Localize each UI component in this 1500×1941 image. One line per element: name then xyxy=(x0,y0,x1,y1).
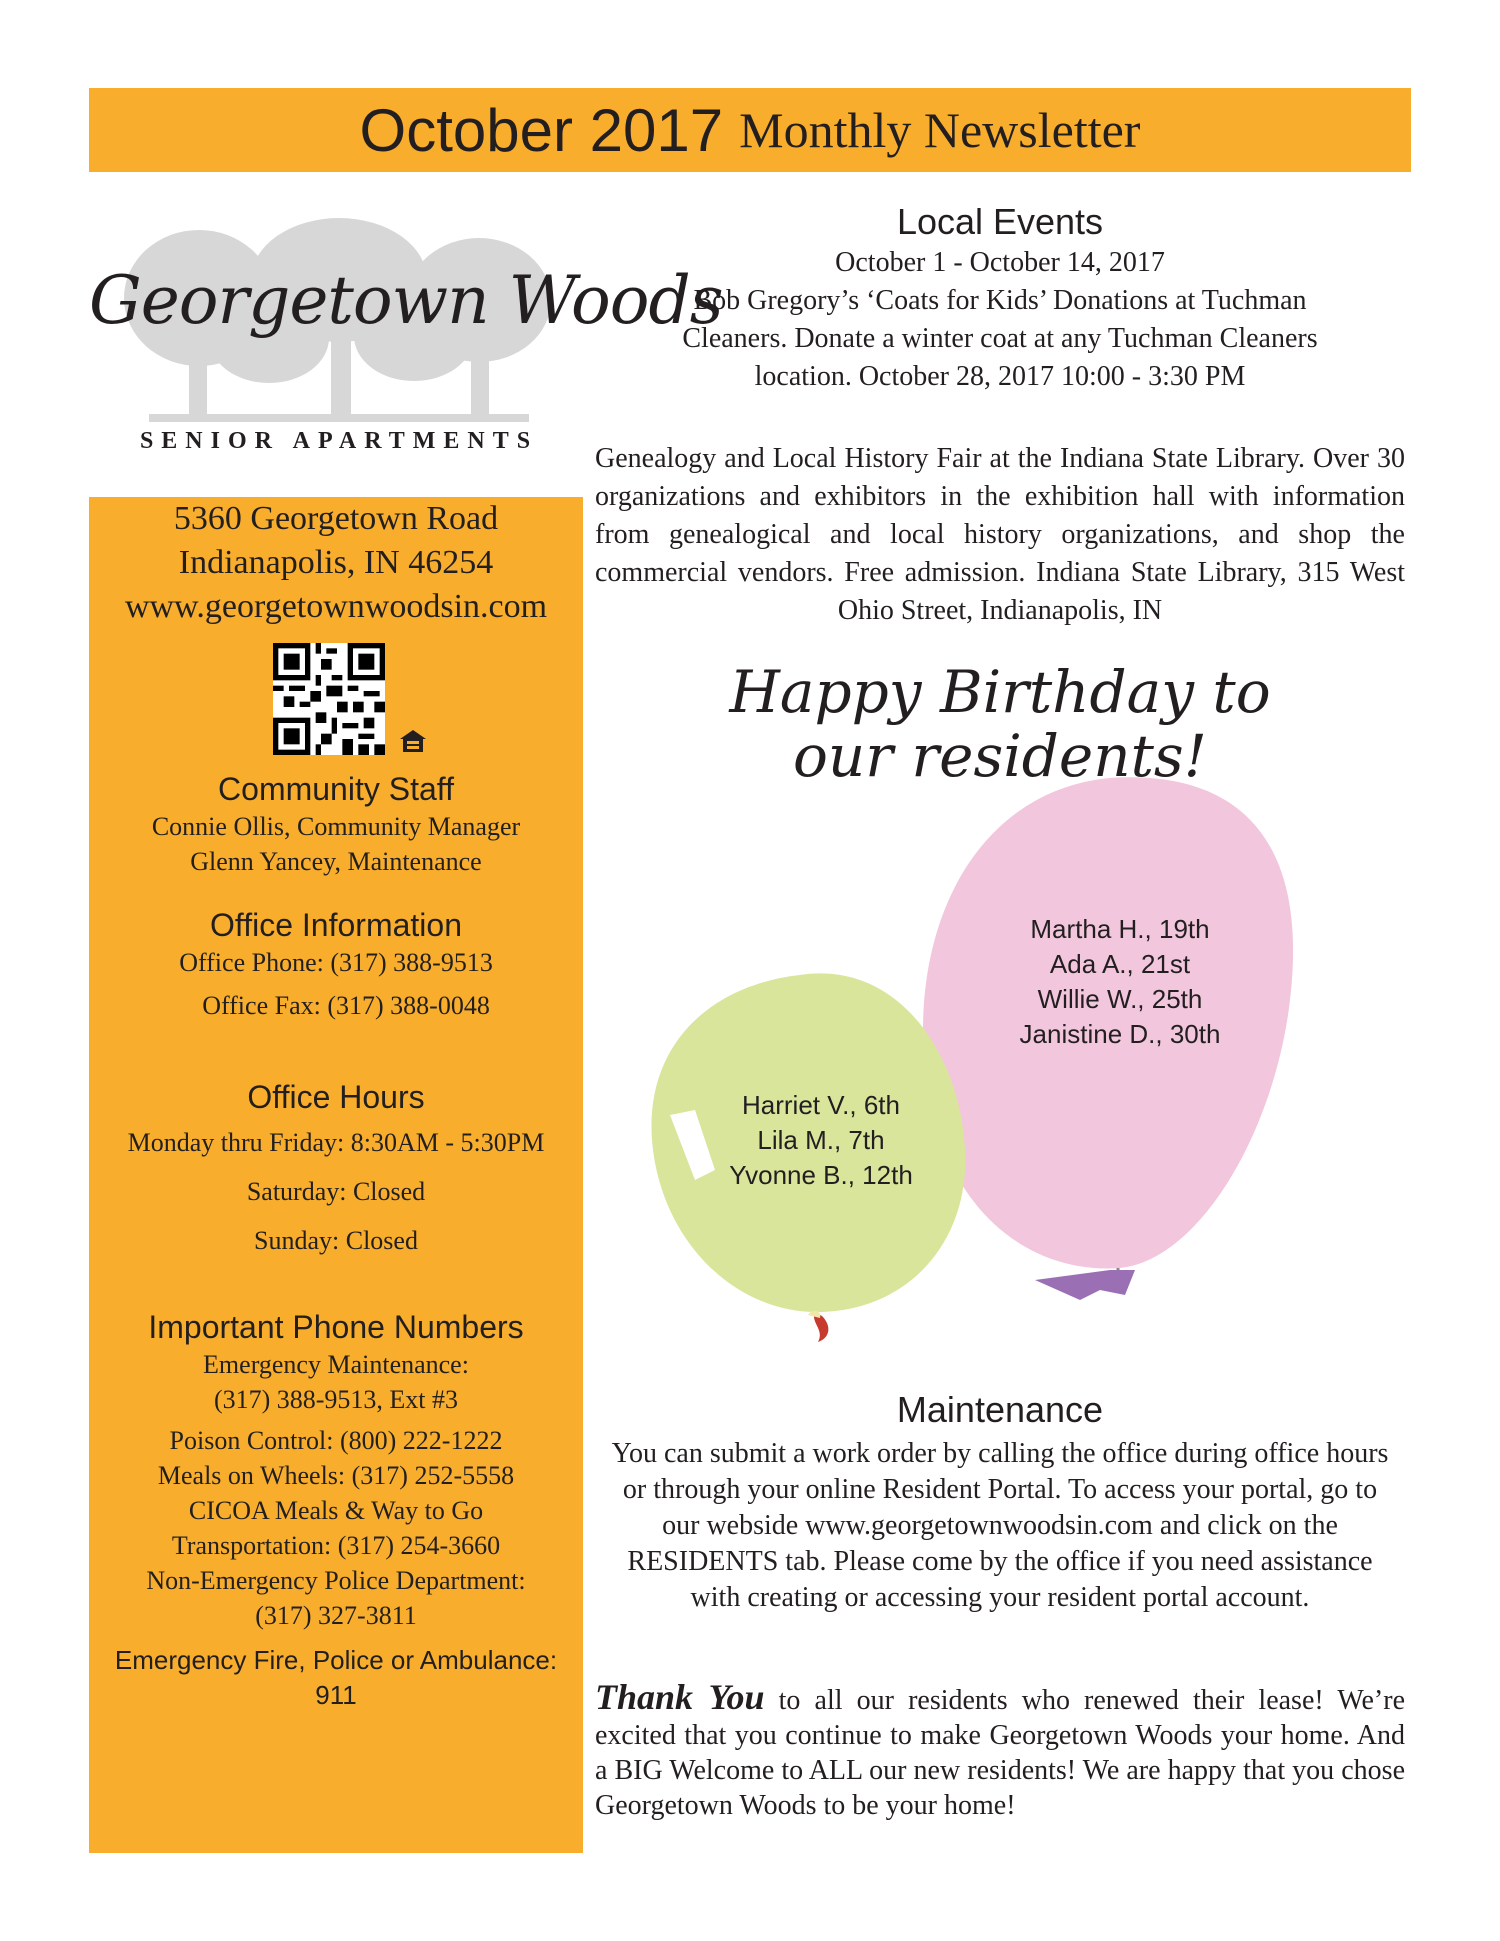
office-fax: Office Fax: (317) 388-0048 xyxy=(202,991,490,1020)
thank-you-body: to all our residents who renewed their lease! We’re excited that you continue to make Georgetown Woods your home. And a BIG Welcome to ALL our new residents! We are happy that you chose Georgetown Woods to be your home! xyxy=(595,1685,1406,1821)
event-line: location. October 28, 2017 10:00 - 3:30 PM xyxy=(754,361,1246,392)
green-balloon-names xyxy=(716,1088,926,1193)
community-staff-section xyxy=(89,769,583,879)
event-line: October 1 - October 14, 2017 xyxy=(835,247,1165,278)
birthday-name: Lila M., 7th xyxy=(757,1125,885,1155)
maintenance-line: You can submit a work order by calling the office during office hours xyxy=(611,1438,1389,1469)
hours-heading: Office Hours xyxy=(247,1079,425,1115)
thank-you-paragraph xyxy=(595,1677,1406,1823)
phone-line: Transportation: (317) 254-3660 xyxy=(171,1531,501,1560)
birthday-heading-line1: Happy Birthday to xyxy=(729,658,1271,726)
pink-balloon-names xyxy=(1000,912,1240,1052)
sidebar-panel xyxy=(89,497,583,1853)
birthday-name: Yvonne B., 12th xyxy=(729,1160,913,1190)
birthday-name: Ada A., 21st xyxy=(1049,949,1191,979)
phone-line: Non-Emergency Police Department: xyxy=(146,1566,526,1595)
emergency-number: 911 xyxy=(315,1680,357,1710)
phone-numbers-section xyxy=(89,1307,583,1713)
phone-line: Emergency Maintenance: xyxy=(203,1350,469,1379)
thank-you-lead: Thank You xyxy=(595,1677,765,1717)
logo-tagline: SENIOR APARTMENTS xyxy=(139,428,539,454)
maintenance-line: our webside www.georgetownwoodsin.com and click on the xyxy=(662,1510,1338,1541)
birthday-name: Janistine D., 30th xyxy=(1019,1019,1221,1049)
birthday-heading xyxy=(690,660,1310,788)
logo-name: Georgetown Woods xyxy=(89,262,723,339)
birthday-name: Harriet V., 6th xyxy=(741,1090,900,1120)
newsletter-banner xyxy=(89,88,1411,172)
office-info-heading: Office Information xyxy=(210,907,462,943)
phones-heading: Important Phone Numbers xyxy=(148,1309,524,1345)
georgetown-woods-logo xyxy=(89,218,723,470)
birthday-heading-line2: our residents! xyxy=(793,722,1207,790)
birthday-name: Martha H., 19th xyxy=(1030,914,1210,944)
hours-sunday: Sunday: Closed xyxy=(254,1226,418,1255)
office-info-section xyxy=(89,905,583,1023)
maintenance-line: or through your online Resident Portal. To access your portal, go to xyxy=(622,1474,1378,1505)
maintenance-line: with creating or accessing your resident portal account. xyxy=(690,1582,1310,1613)
hours-weekday: Monday thru Friday: 8:30AM - 5:30PM xyxy=(127,1128,545,1157)
maintenance-line: RESIDENTS tab. Please come by the office if you need assistance xyxy=(627,1546,1373,1577)
staff-maintenance: Glenn Yancey, Maintenance xyxy=(190,847,482,876)
ribbon-bow-icon xyxy=(1035,1270,1135,1300)
address-city: Indianapolis, IN 46254 xyxy=(178,544,494,581)
maintenance-section xyxy=(595,1388,1405,1616)
staff-manager: Connie Ollis, Community Manager xyxy=(151,812,521,841)
address-street: 5360 Georgetown Road xyxy=(173,500,499,537)
phone-line: Poison Control: (800) 222-1222 xyxy=(169,1426,503,1455)
banner-title-sub: Monthly Newsletter xyxy=(739,102,1141,158)
staff-heading: Community Staff xyxy=(218,771,454,807)
event-line: Cleaners. Donate a winter coat at any Tuchman Cleaners xyxy=(682,323,1318,354)
banner-title-main: October 2017 xyxy=(359,96,724,164)
office-phone: Office Phone: (317) 388-9513 xyxy=(179,948,493,977)
office-hours-section xyxy=(89,1077,583,1258)
balloons-illustration xyxy=(640,770,1340,1350)
website-link[interactable]: www.georgetownwoodsin.com xyxy=(124,588,548,625)
phone-line: (317) 388-9513, Ext #3 xyxy=(213,1385,459,1414)
phone-line: CICOA Meals & Way to Go xyxy=(188,1496,484,1525)
emergency-label: Emergency Fire, Police or Ambulance: xyxy=(114,1645,558,1675)
equal-housing-icon xyxy=(399,729,427,753)
hours-saturday: Saturday: Closed xyxy=(246,1177,426,1206)
maintenance-heading: Maintenance xyxy=(896,1389,1104,1430)
genealogy-event: Genealogy and Local History Fair at the Indiana State Library. Over 30 organizations and exhibitors in the exhibition hall with information from genealogical and local history organizations, and shop the commercial vendors. Free admission. Indiana State Library, 315 West Ohio Street, Indianapolis, IN xyxy=(595,443,1405,626)
qr-code-icon[interactable] xyxy=(273,643,385,755)
local-events-section xyxy=(595,200,1405,396)
address-block xyxy=(89,497,583,629)
phone-line: (317) 327-3811 xyxy=(255,1601,417,1630)
local-events-heading: Local Events xyxy=(896,201,1104,242)
event-line: Bob Gregory’s ‘Coats for Kids’ Donations at Tuchman xyxy=(693,285,1307,316)
phone-line: Meals on Wheels: (317) 252-5558 xyxy=(157,1461,515,1490)
birthday-name: Willie W., 25th xyxy=(1037,984,1203,1014)
